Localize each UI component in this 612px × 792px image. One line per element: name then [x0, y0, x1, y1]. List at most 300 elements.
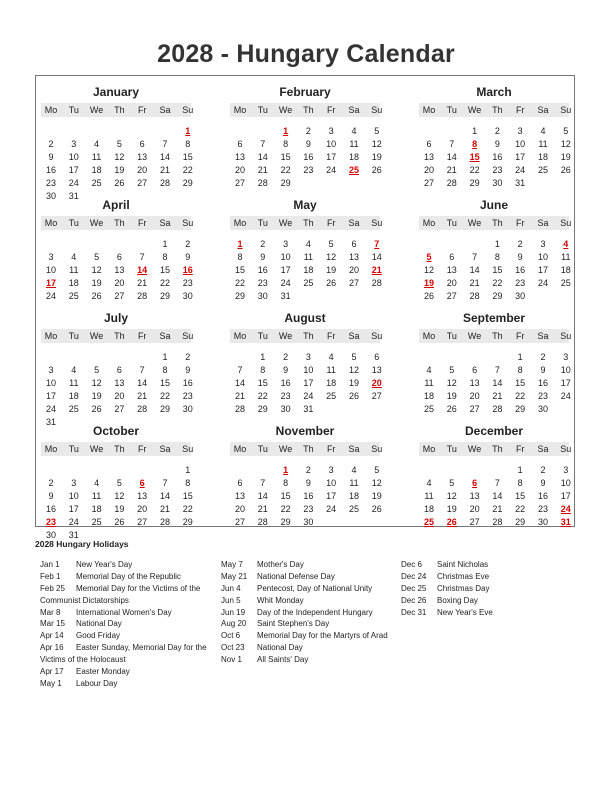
weekday-header	[230, 442, 383, 456]
calendar-day: 2	[283, 352, 289, 362]
calendar-day: 8	[237, 251, 243, 262]
calendar-day: 12	[371, 138, 382, 149]
calendar-day: 26	[371, 164, 382, 175]
calendar-day: 6	[351, 239, 357, 249]
calendar-day: 1	[517, 352, 523, 362]
calendar-day: 20	[114, 277, 125, 288]
calendar-day: 31	[515, 177, 526, 188]
holiday-row	[221, 607, 388, 619]
calendar-day: 16	[280, 377, 291, 388]
calendar-day: 23	[515, 277, 526, 288]
holiday-row-date: Apr 16	[40, 643, 64, 653]
calendar-day: 13	[234, 490, 245, 501]
holiday-date: 8	[472, 138, 478, 149]
calendar-day: 26	[423, 290, 434, 301]
holiday-date: 16	[182, 264, 193, 275]
weekday-header	[41, 216, 194, 230]
calendar-day: 8	[162, 251, 168, 262]
calendar-day: 10	[280, 251, 291, 262]
weekday-label: Tu	[446, 105, 457, 115]
calendar-day: 29	[515, 403, 526, 414]
calendar-day: 13	[137, 151, 148, 162]
calendar-day: 4	[351, 126, 357, 136]
calendar-day: 25	[326, 390, 337, 401]
calendar-day: 17	[68, 503, 79, 514]
weekday-label: Th	[303, 331, 314, 341]
weekday-label: Tu	[257, 331, 268, 341]
calendar-day: 27	[446, 290, 457, 301]
holiday-row-name: Labour Day	[76, 678, 118, 688]
month-name: March	[476, 85, 512, 99]
calendar-day: 22	[515, 503, 526, 514]
calendar-day: 8	[185, 477, 191, 488]
calendar-day: 24	[303, 390, 314, 401]
weekday-label: Su	[182, 444, 194, 454]
calendar-day: 30	[515, 290, 526, 301]
calendar-day: 6	[472, 364, 478, 375]
calendar-day: 19	[114, 503, 125, 514]
calendar-day: 29	[257, 403, 268, 414]
calendar-day: 19	[560, 151, 571, 162]
calendar-day: 4	[94, 138, 100, 149]
holiday-row-name: International Women's Day	[76, 607, 172, 617]
calendar-day: 18	[423, 503, 434, 514]
calendar-day: 28	[257, 516, 268, 527]
holiday-row-date: Mar 15	[40, 619, 65, 629]
calendar-day: 10	[515, 138, 526, 149]
weekday-label: We	[278, 218, 293, 228]
calendar-day: 18	[423, 390, 434, 401]
calendar-day: 2	[517, 239, 523, 249]
calendar-day: 11	[561, 251, 571, 262]
holiday-row-name: Saint Nicholas	[437, 560, 489, 569]
calendar-day: 15	[234, 264, 245, 275]
calendar-day: 17	[515, 151, 526, 162]
calendar-day: 19	[326, 264, 337, 275]
calendar-day: 19	[91, 390, 102, 401]
calendar-day: 6	[139, 138, 145, 149]
calendar-day: 2	[185, 239, 191, 249]
weekday-label: Fr	[326, 444, 336, 454]
holiday-date: 5	[426, 251, 432, 262]
holiday-row	[40, 571, 207, 583]
month-name: November	[275, 424, 335, 438]
calendar-day: 17	[45, 390, 56, 401]
calendar-day: 9	[305, 138, 311, 149]
calendar-day: 7	[162, 138, 168, 149]
holiday-date: 23	[45, 516, 56, 527]
holiday-row-date: Jun 4	[221, 583, 241, 593]
weekday-label: We	[278, 444, 293, 454]
calendar-day: 3	[71, 477, 77, 488]
calendar-day: 17	[326, 490, 337, 501]
calendar-day: 28	[137, 403, 148, 414]
weekday-label: Su	[560, 331, 572, 341]
calendar-day: 4	[426, 364, 432, 375]
calendar-day: 10	[326, 477, 337, 488]
calendar-day: 3	[48, 251, 54, 262]
calendar-day: 7	[260, 138, 266, 149]
calendar-day: 10	[68, 151, 79, 162]
calendar-day: 9	[517, 251, 523, 262]
weekday-label: Sa	[159, 105, 171, 115]
calendar-day: 27	[114, 403, 125, 414]
weekday-label: Th	[114, 444, 125, 454]
calendar-day: 26	[446, 403, 457, 414]
weekday-label: Mo	[44, 331, 58, 341]
calendar-day: 2	[494, 126, 500, 136]
weekday-label: Su	[371, 105, 383, 115]
weekday-label: Fr	[326, 105, 336, 115]
calendar-day: 8	[162, 364, 168, 375]
calendar-day: 28	[234, 403, 245, 414]
calendar-day: 1	[517, 465, 523, 475]
calendar-day: 10	[68, 490, 79, 501]
holiday-row-date: Apr 14	[40, 631, 64, 641]
weekday-label: Su	[182, 218, 194, 228]
calendar-day: 29	[469, 177, 480, 188]
calendar-day: 3	[48, 364, 54, 375]
calendar-day: 9	[540, 477, 546, 488]
weekday-label: We	[467, 444, 482, 454]
holiday-date: 25	[348, 164, 359, 175]
month-name: September	[462, 311, 526, 325]
calendar-day: 16	[257, 264, 268, 275]
weekday-label: Mo	[422, 444, 436, 454]
holiday-row	[40, 630, 207, 642]
calendar-day: 11	[69, 264, 79, 275]
calendar-day: 12	[114, 151, 125, 162]
calendar-day: 13	[371, 364, 382, 375]
calendar-day: 8	[185, 138, 191, 149]
calendar-day: 17	[303, 377, 314, 388]
holiday-row	[221, 583, 388, 595]
holiday-row-name: Boxing Day	[437, 595, 478, 605]
calendar-day: 3	[563, 465, 569, 475]
calendar-day: 24	[280, 277, 291, 288]
weekday-header	[419, 103, 572, 117]
holiday-date: 6	[472, 477, 478, 488]
calendar-day: 7	[237, 364, 243, 375]
calendar-day: 23	[182, 390, 193, 401]
calendar-day: 2	[305, 465, 311, 475]
calendar-day: 7	[260, 477, 266, 488]
holiday-row	[221, 642, 388, 654]
weekday-label: Th	[303, 444, 314, 454]
weekday-label: Mo	[422, 105, 436, 115]
weekday-label: Su	[560, 105, 572, 115]
calendar-day: 12	[423, 264, 434, 275]
calendar-day: 6	[449, 251, 455, 262]
calendar-day: 22	[280, 164, 291, 175]
calendar-day: 15	[280, 151, 291, 162]
holiday-row	[401, 571, 493, 583]
holiday-row-name: Day of the Independent Hungary	[257, 607, 373, 617]
calendar-day: 2	[260, 239, 266, 249]
calendar-day: 20	[423, 164, 434, 175]
calendar-day: 23	[45, 177, 56, 188]
calendar-day: 24	[326, 503, 337, 514]
calendar-day: 19	[348, 377, 359, 388]
calendar-day: 14	[159, 151, 170, 162]
weekday-header	[41, 329, 194, 343]
weekday-label: Su	[560, 444, 572, 454]
calendar-day: 24	[45, 290, 56, 301]
calendar-day: 21	[492, 390, 503, 401]
weekday-label: Sa	[159, 444, 171, 454]
month-name: October	[92, 424, 139, 438]
calendar-day: 13	[234, 151, 245, 162]
calendar-day: 15	[159, 377, 170, 388]
calendar-day: 22	[469, 164, 480, 175]
weekday-label: Su	[182, 331, 194, 341]
calendar-day: 13	[348, 251, 359, 262]
weekday-label: Tu	[68, 331, 79, 341]
weekday-label: Mo	[44, 218, 58, 228]
holiday-row-name: Memorial Day for the Martyrs of Arad	[257, 631, 388, 641]
holiday-row-date: Feb 1	[40, 571, 61, 581]
holiday-date: 17	[45, 277, 56, 288]
holiday-row-name: Saint Stephen's Day	[257, 619, 330, 629]
weekday-label: Su	[182, 105, 194, 115]
calendar-day: 27	[348, 277, 359, 288]
calendar-day: 31	[45, 416, 56, 427]
calendar-day: 9	[185, 251, 191, 262]
calendar-day: 26	[371, 503, 382, 514]
holiday-row-name: New Year's Eve	[437, 607, 493, 617]
weekday-label: Fr	[137, 331, 147, 341]
holiday-row	[221, 618, 388, 630]
weekday-label: Mo	[233, 331, 247, 341]
calendar-day: 25	[560, 277, 571, 288]
holiday-row-name-continued: Victims of the Holocaust	[40, 655, 126, 665]
calendar-day: 1	[472, 126, 478, 136]
weekday-header	[41, 103, 194, 117]
calendar-day: 15	[257, 377, 268, 388]
holiday-row	[40, 618, 207, 630]
calendar-day: 19	[91, 277, 102, 288]
holiday-row-date: May 21	[221, 571, 248, 581]
month-name: June	[479, 198, 508, 212]
calendar-day: 19	[446, 503, 457, 514]
calendar-day: 10	[45, 377, 56, 388]
holiday-row-date: May 7	[221, 560, 243, 569]
calendar-day: 14	[492, 490, 503, 501]
calendar-day: 12	[348, 364, 359, 375]
calendar-day: 11	[424, 377, 434, 388]
calendar-day: 20	[234, 503, 245, 514]
calendar-day: 27	[234, 516, 245, 527]
holiday-row-date: Jun 5	[221, 595, 241, 605]
holiday-row	[221, 630, 388, 642]
calendar-day: 13	[114, 377, 125, 388]
calendar-day: 27	[469, 403, 480, 414]
weekday-label: We	[467, 218, 482, 228]
calendar-day: 4	[426, 477, 432, 488]
month-name: January	[92, 85, 140, 99]
weekday-label: Tu	[257, 105, 268, 115]
weekday-label: Th	[492, 105, 503, 115]
weekday-label: We	[278, 331, 293, 341]
calendar-day: 28	[469, 290, 480, 301]
calendar-day: 2	[48, 477, 54, 488]
holiday-row	[401, 559, 493, 571]
calendar-day: 3	[328, 465, 334, 475]
weekday-header	[230, 103, 383, 117]
weekday-header	[230, 329, 383, 343]
calendar-day: 7	[162, 477, 168, 488]
calendar-day: 14	[446, 151, 457, 162]
calendar-day: 27	[234, 177, 245, 188]
holiday-date: 19	[423, 277, 434, 288]
calendar-day: 29	[515, 516, 526, 527]
weekday-label: Fr	[515, 105, 525, 115]
calendar-day: 21	[257, 503, 268, 514]
holiday-row-name: Whit Monday	[257, 595, 304, 605]
calendar-day: 14	[371, 251, 382, 262]
calendar-day: 31	[68, 529, 79, 540]
calendar-day: 16	[182, 377, 193, 388]
calendar-day: 13	[114, 264, 125, 275]
calendar-day: 21	[469, 277, 480, 288]
calendar-day: 24	[68, 177, 79, 188]
weekday-label: Th	[303, 105, 314, 115]
weekday-label: We	[89, 331, 104, 341]
calendar-day: 5	[94, 251, 100, 262]
holiday-row-name: Christmas Eve	[437, 571, 490, 581]
calendar-day: 2	[48, 138, 54, 149]
calendar-day: 19	[371, 151, 382, 162]
calendar-day: 28	[492, 403, 503, 414]
weekday-header	[419, 442, 572, 456]
calendar-day: 30	[280, 403, 291, 414]
calendar-day: 12	[446, 490, 457, 501]
calendar-day: 8	[517, 364, 523, 375]
calendar-day: 9	[540, 364, 546, 375]
weekday-label: Tu	[257, 218, 268, 228]
calendar-day: 27	[114, 290, 125, 301]
calendar-day: 18	[326, 377, 337, 388]
calendar-day: 15	[280, 490, 291, 501]
holiday-row-name: National Day	[257, 643, 303, 653]
holiday-row-name: Christmas Day	[437, 583, 490, 593]
calendar-day: 14	[469, 264, 480, 275]
calendar-day: 18	[560, 264, 571, 275]
calendar-day: 16	[303, 490, 314, 501]
month-name: July	[103, 311, 128, 325]
calendar-day: 29	[182, 516, 193, 527]
holiday-date: 1	[237, 239, 243, 249]
calendar-day: 8	[283, 477, 289, 488]
holiday-row-name-continued: Communist Dictatorships	[40, 595, 129, 605]
calendar-day: 16	[45, 164, 56, 175]
calendar-day: 18	[348, 490, 359, 501]
calendar-day: 7	[472, 251, 478, 262]
calendar-day: 25	[537, 164, 548, 175]
holiday-row	[40, 583, 207, 595]
calendar-day: 1	[162, 352, 168, 362]
holiday-date: 1	[283, 126, 289, 136]
calendar-day: 3	[71, 138, 77, 149]
calendar-day: 28	[371, 277, 382, 288]
calendar-day: 21	[137, 277, 148, 288]
calendar-day: 22	[159, 390, 170, 401]
holiday-row	[40, 559, 207, 571]
calendar-day: 3	[540, 239, 546, 249]
calendar-day: 11	[303, 251, 314, 262]
weekday-label: Th	[114, 105, 125, 115]
calendar-day: 21	[137, 390, 148, 401]
calendar-day: 11	[538, 138, 548, 149]
calendar-day: 27	[469, 516, 480, 527]
holiday-date: 21	[371, 264, 382, 275]
calendar-day: 14	[492, 377, 503, 388]
holiday-row-date: Jun 19	[221, 607, 246, 617]
month-name: August	[284, 311, 326, 325]
weekday-label: Fr	[326, 331, 336, 341]
holiday-row-date: Dec 31	[401, 607, 427, 617]
calendar-day: 13	[423, 151, 434, 162]
calendar-day: 8	[260, 364, 266, 375]
weekday-label: Tu	[68, 218, 79, 228]
calendar-day: 25	[348, 503, 359, 514]
calendar-day: 19	[114, 164, 125, 175]
calendar-day: 18	[537, 151, 548, 162]
weekday-label: Th	[492, 444, 503, 454]
calendar-day: 17	[537, 264, 548, 275]
holiday-date: 14	[137, 264, 148, 275]
weekday-label: Mo	[422, 218, 436, 228]
holiday-row	[40, 607, 207, 619]
calendar-day: 18	[91, 164, 102, 175]
calendar-day: 30	[182, 290, 193, 301]
holiday-date: 7	[374, 239, 380, 249]
holiday-row	[40, 654, 207, 666]
calendar-day: 23	[257, 277, 268, 288]
weekday-label: Sa	[159, 331, 171, 341]
calendar-day: 18	[348, 151, 359, 162]
holiday-row-date: Jan 1	[40, 560, 60, 569]
weekday-label: Fr	[137, 218, 147, 228]
calendar-day: 4	[328, 352, 334, 362]
calendar-day: 26	[560, 164, 571, 175]
holiday-row-name: Good Friday	[76, 631, 121, 641]
calendar-day: 9	[283, 364, 289, 375]
calendar-day: 29	[182, 177, 193, 188]
holiday-column	[221, 559, 388, 666]
calendar-day: 1	[260, 352, 266, 362]
calendar-day: 28	[446, 177, 457, 188]
calendar-day: 11	[69, 377, 79, 388]
weekday-label: Su	[371, 331, 383, 341]
calendar-day: 16	[537, 377, 548, 388]
calendar-day: 29	[280, 516, 291, 527]
weekday-label: Fr	[326, 218, 336, 228]
calendar-day: 24	[326, 164, 337, 175]
weekday-label: We	[467, 331, 482, 341]
calendar-day: 25	[303, 277, 314, 288]
calendar-day: 26	[114, 516, 125, 527]
calendar-day: 10	[45, 264, 56, 275]
calendar-day: 4	[71, 251, 77, 262]
calendar-day: 2	[540, 352, 546, 362]
calendar-day: 22	[159, 277, 170, 288]
calendar-day: 21	[446, 164, 457, 175]
weekday-label: Fr	[515, 331, 525, 341]
calendar-day: 23	[280, 390, 291, 401]
calendar-day: 6	[237, 138, 243, 149]
calendar-day: 3	[563, 352, 569, 362]
